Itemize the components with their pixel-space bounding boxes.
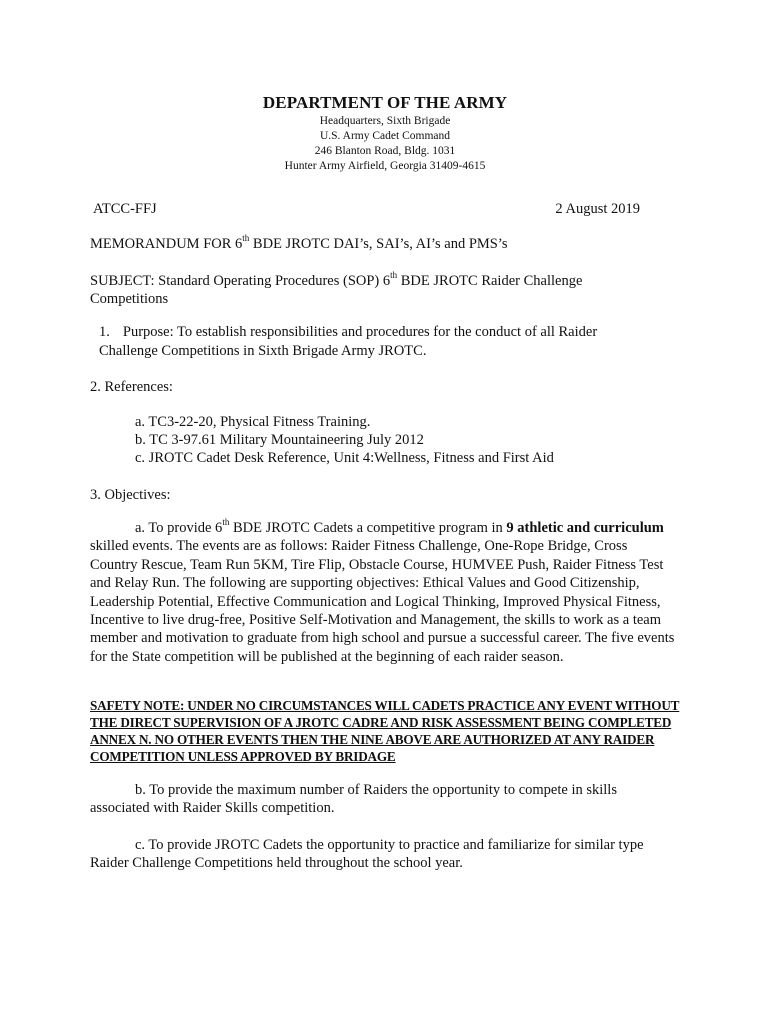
- letterhead-title: DEPARTMENT OF THE ARMY: [262, 93, 508, 112]
- reference-item: b. TC 3-97.61 Military Mountaineering July 2012: [135, 432, 424, 448]
- subject-line-2: Competitions: [90, 291, 169, 307]
- letterhead-line: Headquarters, Sixth Brigade: [319, 115, 451, 127]
- purpose-paragraph: 1. Purpose: To establish responsibilities and procedures for the conduct of all Raider: [99, 324, 598, 340]
- subject-line: SUBJECT: Standard Operating Procedures (SOP) 6th BDE JROTC Raider Challenge: [90, 270, 583, 289]
- reference-item: a. TC3-22-20, Physical Fitness Training.: [135, 414, 371, 430]
- objective-c-paragraph: c. To provide JROTC Cadets the opportunity to practice and familiarize for similar type Raider Challenge Competitions held throughout the school year.: [90, 837, 644, 872]
- reference-item: c. JROTC Cadet Desk Reference, Unit 4:Wellness, Fitness and First Aid: [135, 450, 554, 466]
- memo-date: 2 August 2019: [555, 201, 640, 217]
- paragraph-number: 1.: [99, 324, 110, 340]
- safety-note: SAFETY NOTE: UNDER NO CIRCUMSTANCES WILL CADETS PRACTICE ANY EVENT WITHOUT THE DIRECT SUPERVISION OF A JROTC CADRE AND RISK ASSESSMENT BEING COMPLETED ANNEX N. NO OTHER EVENTS THEN THE NINE ABOVE ARE AUTHORIZED AT ANY RAIDER COMPETITION UNLESS APPROVED BY BRIDAGE: [90, 698, 680, 764]
- letterhead-line: 246 Blanton Road, Bldg. 1031: [314, 145, 456, 157]
- purpose-line-2: Challenge Competitions in Sixth Brigade Army JROTC.: [99, 343, 427, 359]
- letterhead: [0, 92, 770, 174]
- office-symbol: ATCC-FFJ: [93, 201, 157, 217]
- letterhead-line: U.S. Army Cadet Command: [319, 130, 450, 142]
- objectives-heading: 3. Objectives:: [90, 487, 171, 503]
- letterhead-line: Hunter Army Airfield, Georgia 31409-4615: [284, 160, 486, 172]
- references-heading: 2. References:: [90, 379, 173, 395]
- memorandum-for-line: MEMORANDUM FOR 6th BDE JROTC DAI’s, SAI’s, AI’s and PMS’s: [90, 233, 508, 252]
- objective-b-paragraph: b. To provide the maximum number of Raiders the opportunity to compete in skills associated with Raider Skills competition.: [90, 782, 617, 817]
- objective-a-paragraph: a. To provide 6th BDE JROTC Cadets a competitive program in 9 athletic and curriculum skilled events. The events are as follows: Raider Fitness Challenge, One-Rope Bridge, Cross Country Rescue, Team Run 5KM, Tire Flip, Obstacle Course, HUMVEE Push, Raider Fitness Test and Relay Run. The following are supporting objectives: Ethical Values and Good Citizenship, Leadership Potential, Effective Communication and Logical Thinking, Improved Physical Fitness, Incentive to live drug-free, Positive Self-Motivation and Management, the skills to work as a team member and motivation to graduate from high school and pursue a successful career. The five events for the State competition will be published at the beginning of each raider season.: [90, 517, 675, 665]
